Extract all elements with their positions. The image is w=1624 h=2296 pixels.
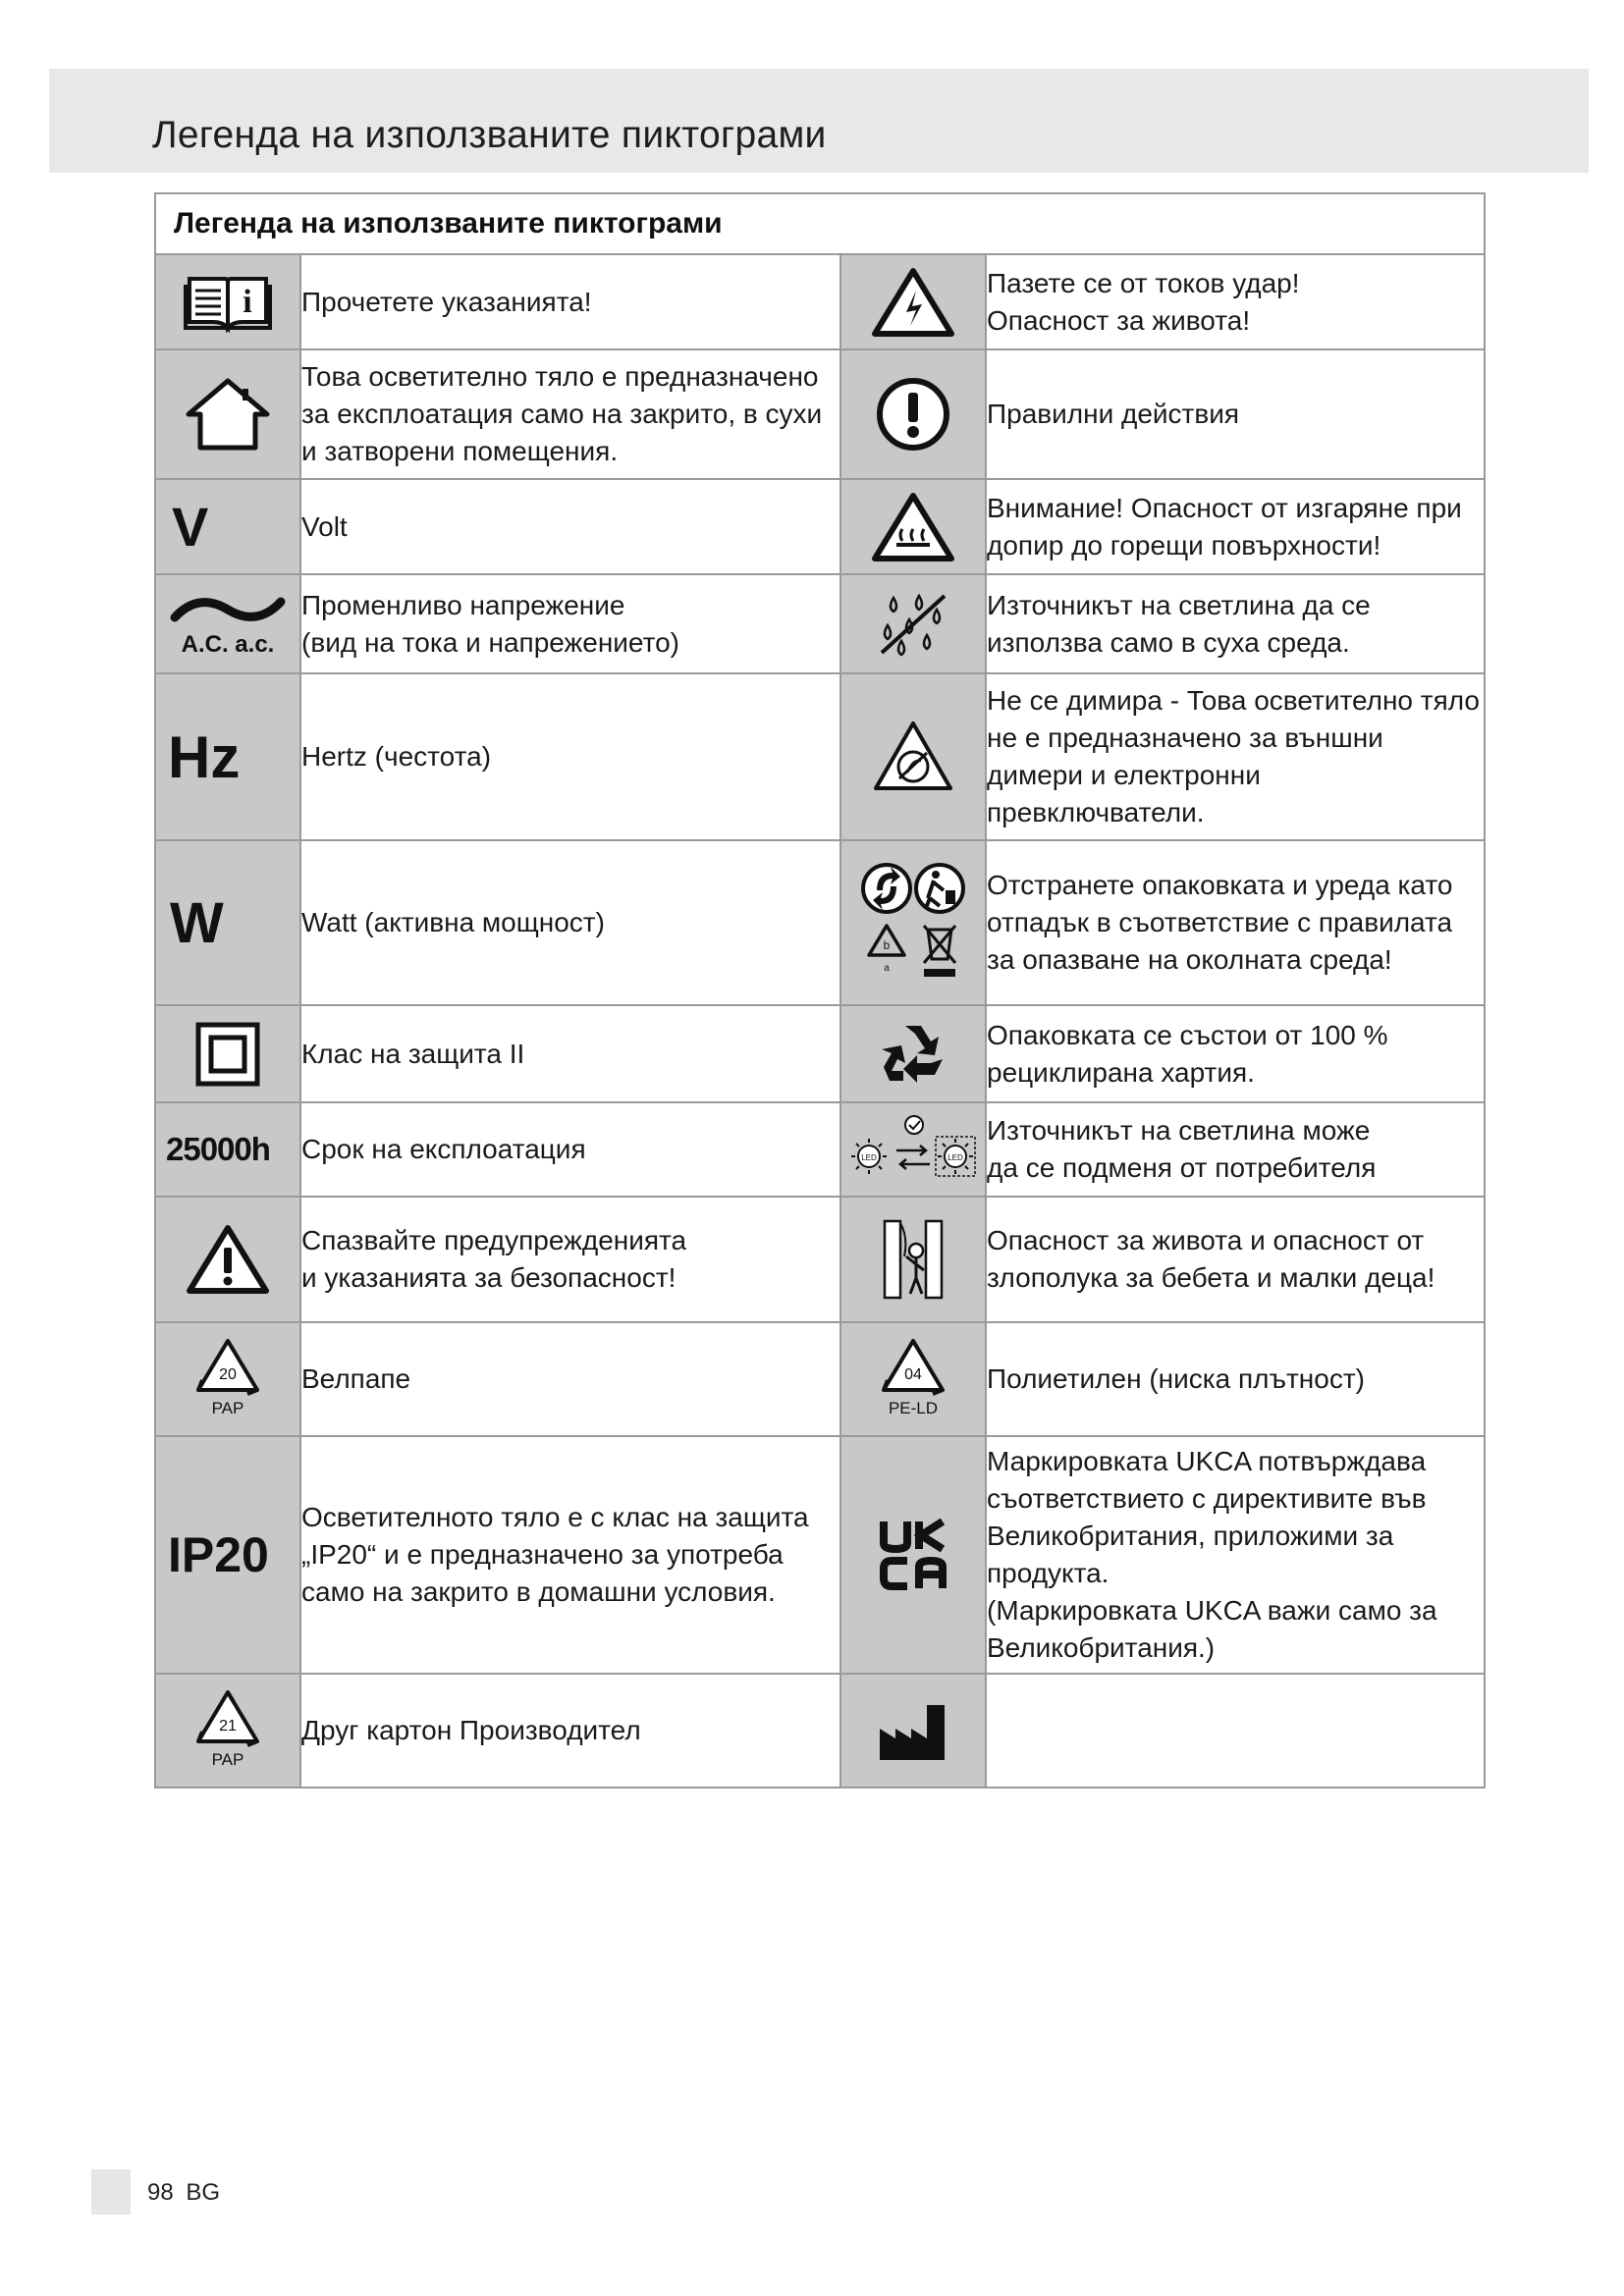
legend-text: Volt (300, 479, 840, 574)
table-row (155, 1436, 1485, 1674)
table-row (155, 574, 1485, 673)
legend-text: Опаковката се състои от 100 % рециклирана хартия. (986, 1005, 1485, 1102)
table-row (155, 254, 1485, 349)
legend-text: Отстранете опаковката и уреда като отпадък в съответствие с правилата за опазване на околната среда! (986, 840, 1485, 1005)
protection-class-2-icon (155, 1005, 300, 1102)
legend-text: Опасност за живота и опасност от злополука за бебета и малки деца! (986, 1197, 1485, 1322)
hot-surface-warning-icon (840, 479, 986, 574)
legend-text: Клас на защита II (300, 1005, 840, 1102)
legend-text: Осветителното тяло е с клас на защита „IP20“ и е предназначено за употреба само на закрито в домашни условия. (300, 1436, 840, 1674)
footer-marker (91, 2169, 131, 2215)
table-row (155, 1674, 1485, 1788)
svg-text:a: a (884, 963, 890, 974)
language-code: BG (186, 2179, 221, 2206)
exclamation-circle-icon (840, 349, 986, 479)
table-row (155, 349, 1485, 479)
child-strangulation-warning-icon (840, 1197, 986, 1322)
volt-icon: V (155, 479, 300, 574)
warning-triangle-icon (155, 1197, 300, 1322)
ukca-mark-icon (840, 1436, 986, 1674)
lifetime-icon: 25000h (155, 1102, 300, 1197)
svg-text:PE-LD: PE-LD (888, 1399, 939, 1417)
legend-text: Спазвайте предупрежденията и указанията за безопасност! (300, 1197, 840, 1322)
svg-text:21: 21 (219, 1718, 237, 1735)
green-dot-icon (863, 865, 910, 912)
header-band (49, 69, 1589, 173)
legend-text (986, 1674, 1485, 1788)
svg-text:b: b (883, 938, 891, 952)
legend-text: Пазете се от токов удар! Опасност за живота! (986, 254, 1485, 349)
legend-text: Срок на експлоатация (300, 1102, 840, 1197)
pictogram-legend-table (154, 192, 1486, 1789)
svg-text:i: i (243, 283, 252, 320)
legend-text: Велпапе (300, 1322, 840, 1436)
table-row (155, 479, 1485, 574)
legend-text: Източникът на светлина може да се подменя от потребителя (986, 1102, 1485, 1197)
table-row (155, 1322, 1485, 1436)
watt-icon: W (155, 840, 300, 1005)
legend-text: Източникът на светлина да се използва само в суха среда. (986, 574, 1485, 673)
tidyman-icon (916, 865, 963, 912)
replaceable-led-icon (840, 1102, 986, 1197)
legend-text: Hertz (честота) (300, 673, 840, 840)
page-title: Легенда на използваните пиктограми (152, 114, 827, 156)
crossed-bin-icon (924, 926, 955, 977)
recycle-20-pap-icon (155, 1322, 300, 1436)
svg-text:04: 04 (904, 1366, 922, 1383)
table-row (155, 673, 1485, 840)
legend-text: Правилни действия (986, 349, 1485, 479)
legend-text: Не се димира - Това осветително тяло не е предназначено за външни димери и електронни превключватели. (986, 673, 1485, 840)
page-number: 98 (147, 2179, 174, 2206)
dry-environment-only-icon (840, 574, 986, 673)
indoor-house-icon (155, 349, 300, 479)
table-row (155, 1197, 1485, 1322)
svg-text:PAP: PAP (211, 1399, 244, 1417)
page-footer (147, 2179, 220, 2207)
hertz-icon: Hz (155, 673, 300, 840)
recycle-04-peld-icon (840, 1322, 986, 1436)
electric-shock-warning-icon (840, 254, 986, 349)
svg-text:LED: LED (947, 1153, 963, 1162)
table-row (155, 1005, 1485, 1102)
recycling-icon (840, 1005, 986, 1102)
recycle-21-pap-icon (155, 1674, 300, 1788)
legend-text: Маркировката UKCA потвърждава съответствието с директивите във Великобритания, приложими за продукта. (Маркировката UKCA важи само за Великобритания.) (986, 1436, 1485, 1674)
table-caption: Легенда на използваните пиктограми (155, 193, 1485, 254)
svg-text:20: 20 (219, 1366, 237, 1383)
alternating-current-icon: A.C. a.c. (155, 574, 300, 673)
read-instructions-icon (155, 254, 300, 349)
ip20-icon: IP20 (155, 1436, 300, 1674)
legend-text: Watt (активна мощност) (300, 840, 840, 1005)
manufacturer-icon (840, 1674, 986, 1788)
legend-text: Друг картон Производител (300, 1674, 840, 1788)
legend-text: Прочетете указанията! (300, 254, 840, 349)
svg-text:PAP: PAP (211, 1750, 244, 1769)
disposal-icons-group (840, 840, 986, 1005)
legend-text: Внимание! Опасност от изгаряне при допир до горещи повърхности! (986, 479, 1485, 574)
recycle-triangle-icon (869, 926, 904, 974)
svg-text:LED: LED (861, 1153, 877, 1162)
table-row (155, 840, 1485, 1005)
table-row (155, 1102, 1485, 1197)
legend-text: Променливо напрежение (вид на тока и напрежението) (300, 574, 840, 673)
not-dimmable-icon (840, 673, 986, 840)
legend-text: Това осветително тяло е предназначено за експлоатация само на закрито, в сухи и затворени помещения. (300, 349, 840, 479)
legend-text: Полиетилен (ниска плътност) (986, 1322, 1485, 1436)
